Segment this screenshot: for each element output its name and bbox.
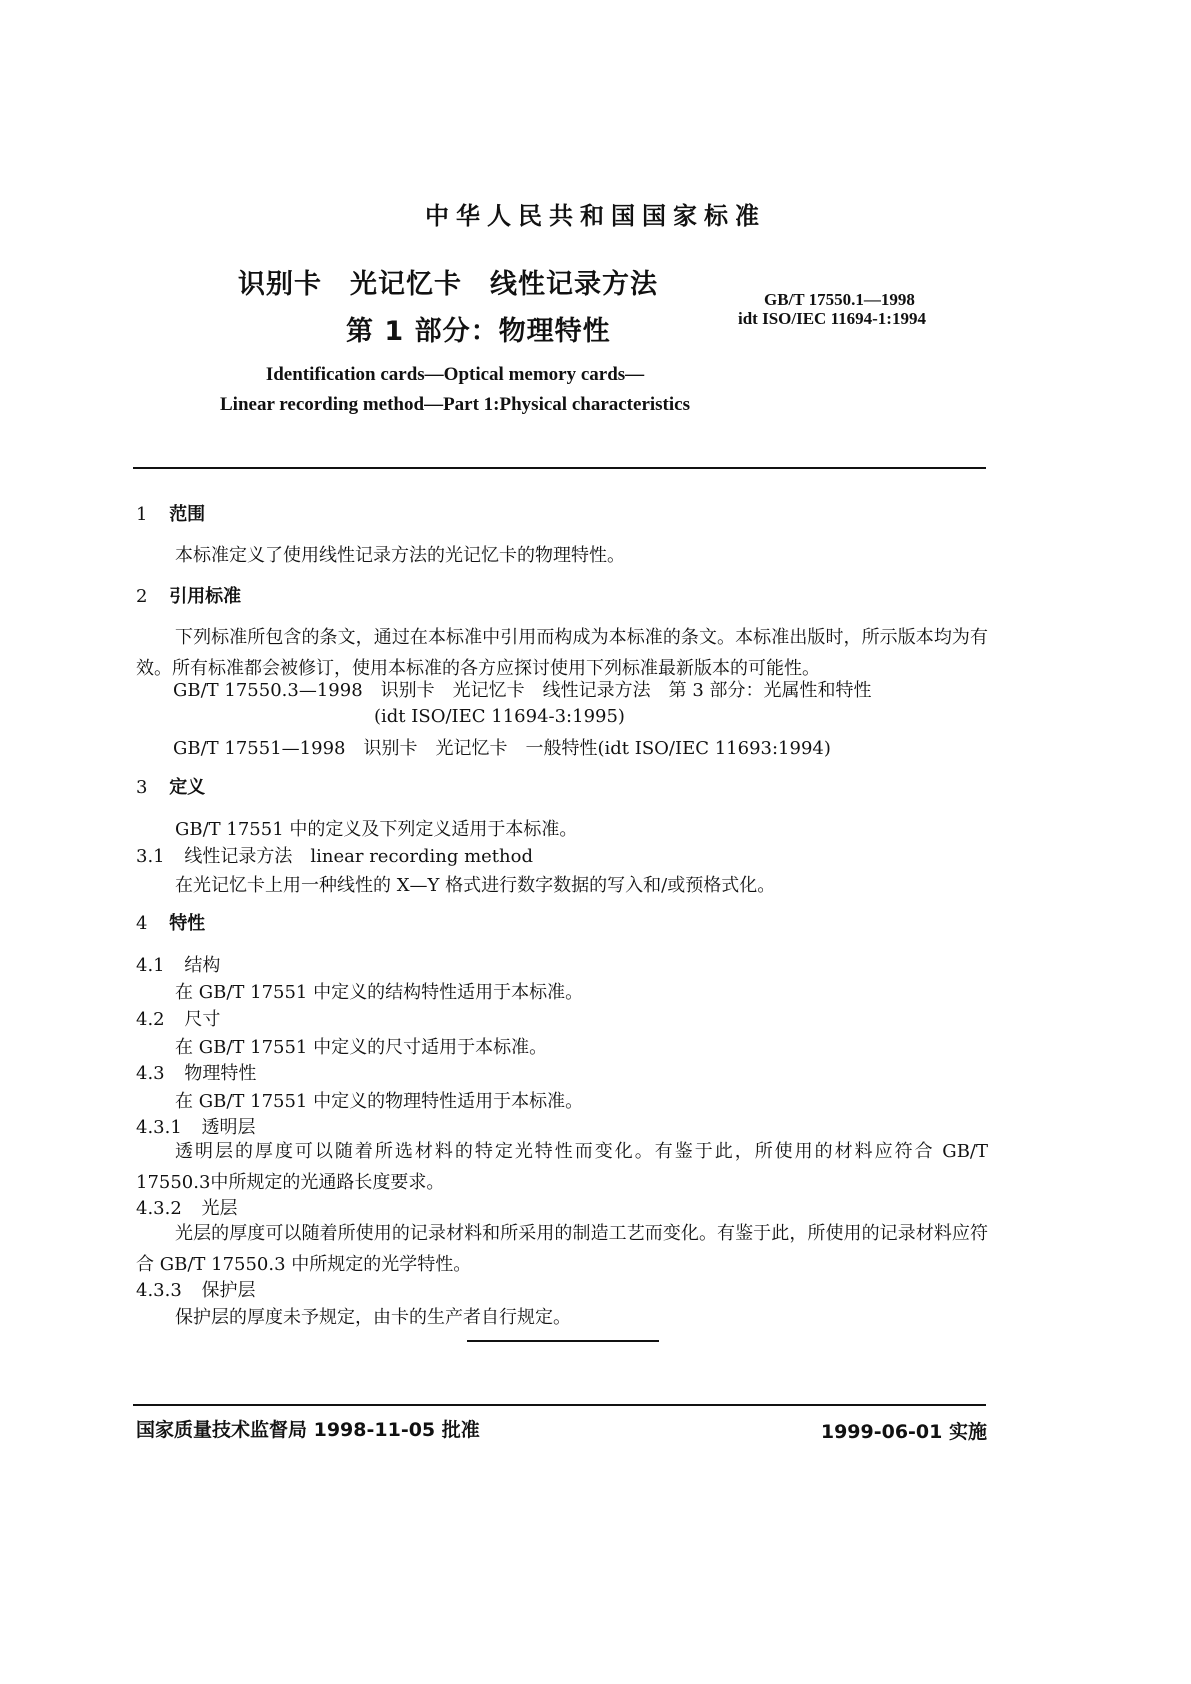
title-en-line2: Linear recording method—Part 1:Physical characteristics [220,394,690,415]
paragraph: 在 GB/T 17551 中定义的尺寸适用于本标准。 [175,1037,548,1058]
section-title: 定义 [169,777,206,798]
subsection-4-3-2-heading [136,1194,238,1220]
reference-1-idt: (idt ISO/IEC 11694-3:1995) [374,706,625,727]
header-rule [133,467,986,469]
section-number: 1 [136,504,148,525]
subsection-number: 4.1 [136,955,165,976]
standard-number: GB/T 17550.1—1998 [764,290,915,309]
section-title: 特性 [169,913,206,934]
subsection-4-3-3-heading [136,1276,256,1302]
paragraph: 下列标准所包含的条文，通过在本标准中引用而构成为本标准的条文。本标准出版时，所示版本均为有效。所有标准都会被修订，使用本标准的各方应探讨使用下列标准最新版本的可能性。 [136,627,988,679]
title-en-line1: Identification cards—Optical memory cards— [265,364,645,385]
subsection-number: 4.2 [136,1009,165,1030]
paragraph: GB/T 17551 中的定义及下列定义适用于本标准。 [175,819,578,840]
paragraph: 保护层的厚度未予规定，由卡的生产者自行规定。 [175,1307,571,1328]
subsection-number: 4.3 [136,1063,165,1084]
section-title: 范围 [169,504,206,525]
subsection-title: 保护层 [201,1280,256,1301]
title-zh-line1: 识别卡 光记忆卡 线性记录方法 [238,269,658,300]
paragraph: 在光记忆卡上用一种线性的 X—Y 格式进行数字数据的写入和/或预格式化。 [175,875,776,896]
subsection-title: 光层 [201,1198,238,1219]
subsection-4-1-heading [136,951,220,977]
effective-date: 1999-06-01 实施 [820,1421,987,1443]
subsection-title: 结构 [184,955,221,976]
section-2-heading [136,582,241,608]
subsection-title: 透明层 [201,1117,256,1138]
approval-date: 国家质量技术监督局 1998-11-05 批准 [136,1419,480,1441]
section-number: 3 [136,777,148,798]
paragraph: 在 GB/T 17551 中定义的物理特性适用于本标准。 [175,1091,584,1112]
subsection-number: 4.3.3 [136,1280,182,1301]
subsection-3-1-heading [136,842,533,868]
idt-reference: idt ISO/IEC 11694-1:1994 [738,309,926,328]
end-rule [467,1340,659,1342]
national-standard-heading: 中华人民共和国国家标准 [425,202,766,230]
section-number: 4 [136,913,148,934]
paragraph: 光层的厚度可以随着所使用的记录材料和所采用的制造工艺而变化。有鉴于此，所使用的记录材料应符合 GB/T 17550.3 中所规定的光学特性。 [136,1223,988,1275]
reference-1: GB/T 17550.3—1998 识别卡 光记忆卡 线性记录方法 第 3 部分：光属性和特性 [173,680,872,701]
section-number: 2 [136,586,148,607]
section-3-heading [136,773,205,799]
section-title: 引用标准 [169,586,242,607]
footer-rule [133,1404,986,1406]
reference-2: GB/T 17551—1998 识别卡 光记忆卡 一般特性(idt ISO/IEC 11693:1994) [173,738,831,759]
paragraph: 透明层的厚度可以随着所选材料的特定光特性而变化。有鉴于此，所使用的材料应符合 GB/T 17550.3中所规定的光通路长度要求。 [136,1141,988,1193]
subsection-number: 4.3.1 [136,1117,182,1138]
paragraph: 本标准定义了使用线性记录方法的光记忆卡的物理特性。 [175,545,625,566]
subsection-number: 4.3.2 [136,1198,182,1219]
subsection-title: 尺寸 [184,1009,221,1030]
section-4-heading [136,909,205,935]
subsection-title: 物理特性 [184,1063,257,1084]
title-zh-line2: 第 1 部分：物理特性 [346,316,611,347]
subsection-number: 3.1 [136,846,165,867]
subsection-4-2-heading [136,1005,220,1031]
paragraph: 在 GB/T 17551 中定义的结构特性适用于本标准。 [175,982,584,1003]
subsection-4-3-heading [136,1059,256,1085]
section-1-heading [136,500,205,526]
subsection-title: 线性记录方法 linear recording method [184,846,533,867]
